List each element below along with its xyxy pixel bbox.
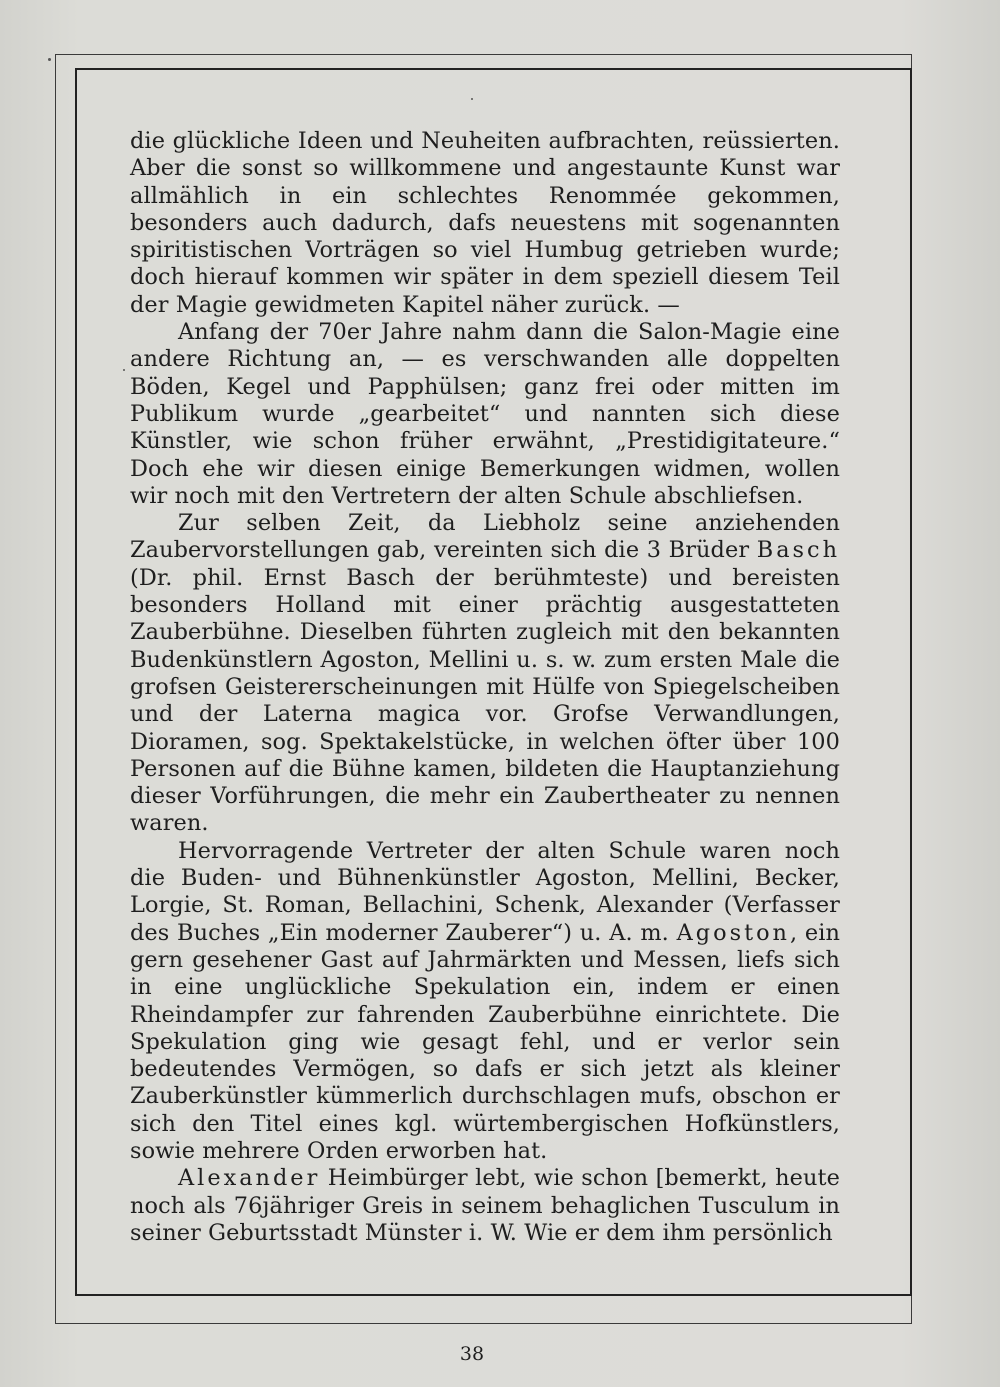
paragraph [130,510,840,838]
paragraph [130,1165,840,1247]
text-run: Heimbürger lebt, wie schon [bemerkt, heute noch als 76jähriger Greis in seinem behaglichen Tusculum in seiner Geburtsstadt Münster i. W. Wie er dem ihm persönlich [130,1165,840,1246]
paper-speck [471,98,473,100]
text-run: (Dr. phil. Ernst Basch der berühmteste) und bereisten besonders Holland mit einer prächtig ausgestatteten Zauberbühne. Dieselben führten zugleich mit den bekannten Budenkünstlern Agoston, Mellini u. s. w. zum ersten Male die grofsen Geistererscheinungen mit Hülfe von Spiegelscheiben und der Laterna magica vor. Grofse Verwandlungen, Dioramen, sog. Spektakelstücke, in welchen öfter über 100 Personen auf die Bühne kamen, bildeten die Hauptanziehung dieser Vorführungen, die mehr ein Zaubertheater zu nennen waren. [130,564,840,837]
paragraph [130,128,840,319]
text-run: die glückliche Ideen und Neuheiten aufbrachten, reüssierten. Aber die sonst so willkommene und angestaunte Kunst war allmählich in ein schlechtes Renommée gekommen, besonders auch dadurch, dafs neuestens mit sogenannten spiritistischen Vorträgen so viel Humbug getrieben wurde; doch hierauf kommen wir später in dem speziell diesem Teil der Magie gewidmeten Kapitel näher zurück. — [130,128,840,318]
paragraph [130,838,840,1166]
text-run: Anfang der 70er Jahre nahm dann die Salon-Magie eine andere Richtung an, — es verschwanden alle doppelten Böden, Kegel und Papphülsen; ganz frei oder mitten im Publikum wurde „gearbeitet“ und nannten sich diese Künstler, wie schon früher erwähnt, „Prestidigitateure.“ Doch ehe wir diesen einige Bemerkungen widmen, wollen wir noch mit den Vertretern der alten Schule abschliefsen. [130,319,840,509]
paper-speck [48,58,51,61]
spaced-name: Agoston [676,919,790,946]
paragraph [130,319,840,510]
text-run: Zur selben Zeit, da Liebholz seine anziehenden Zaubervorstellungen gab, vereinten sich die 3 Brüder [130,510,840,564]
body-text [130,128,840,1247]
page-number: 38 [459,1343,485,1365]
text-run: Hervorragende Vertreter der alten Schule waren noch die Buden- und Bühnenkünstler Agoston, Mellini, Becker, Lorgie, St. Roman, Bellachini, Schenk, Alexander (Verfasser des Buches „Ein moderner Zauberer“) u. A. m. [130,837,840,946]
spaced-name: Basch [756,537,840,564]
paper-speck [123,369,125,371]
text-run: , ein gern gesehener Gast auf Jahrmärkten und Messen, liefs sich in eine unglückliche Spekulation ein, indem er einen Rheindampfer zur fahrenden Zauberbühne einrichtete. Die Spekulation ging wie gesagt fehl, und er verlor sein bedeutendes Vermögen, so dafs er sich jetzt als kleiner Zauberkünstler kümmerlich durchschlagen mufs, obschon er sich den Titel eines kgl. würtembergischen Hofkünstlers, sowie mehrere Orden erworben hat. [130,919,840,1164]
spaced-name: Alexander [178,1165,321,1192]
